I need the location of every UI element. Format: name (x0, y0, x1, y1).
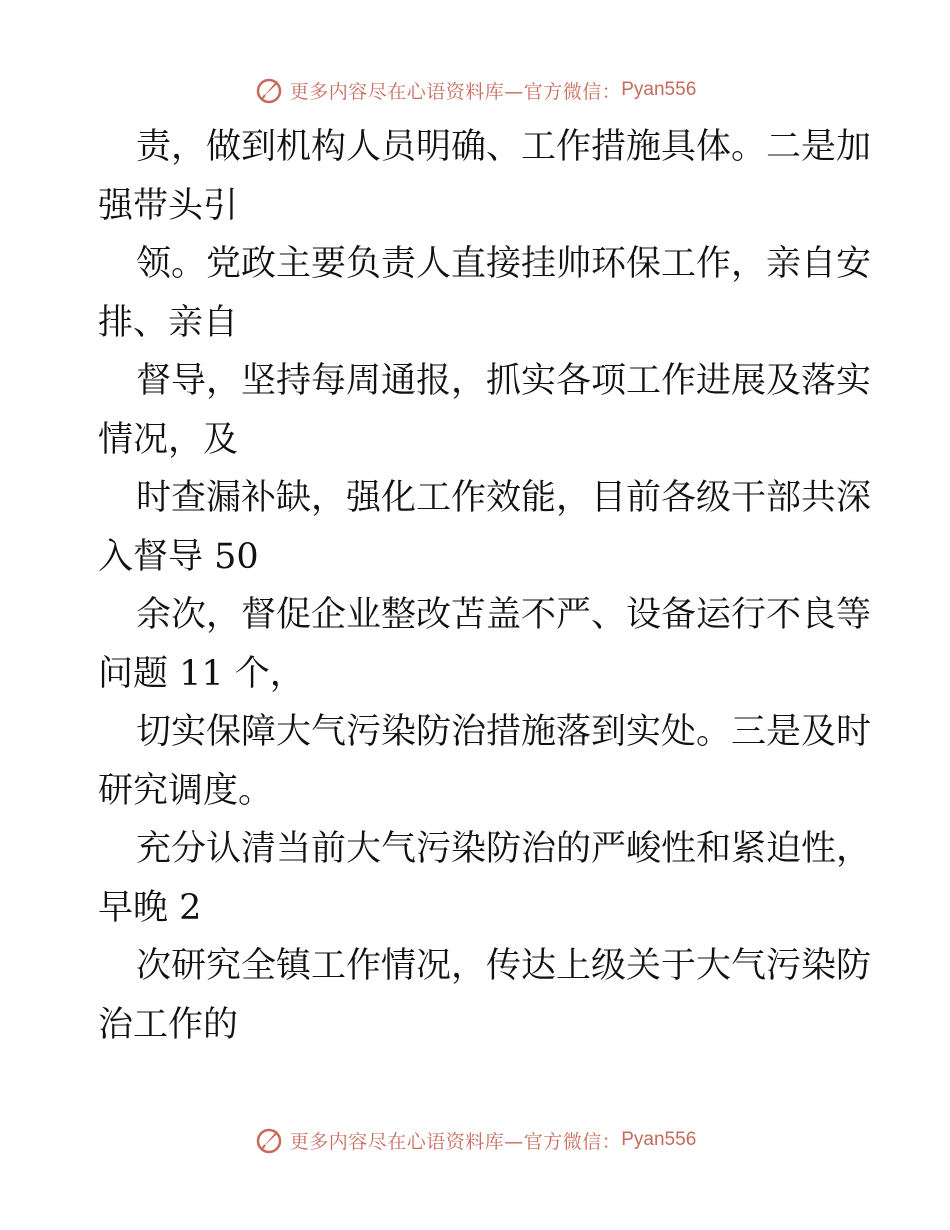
quill-pen-icon (254, 75, 284, 105)
header-watermark (0, 70, 950, 110)
text-line: 切实保障大气污染防治措施落到实处。三是及时 (136, 712, 872, 752)
text-line: 充分认清当前大气污染防治的严峻性和紧迫性， (136, 829, 872, 869)
text-line: 排、亲自 (98, 302, 239, 343)
text-line: 领。党政主要负责人直接挂帅环保工作，亲自安 (136, 244, 872, 284)
watermark-wechat-id: Pyan556 (621, 1129, 697, 1150)
text-line: 早晚 2 (98, 887, 202, 928)
quill-pen-icon (254, 1125, 284, 1155)
text-line: 责，做到机构人员明确、工作措施具体。二是加 (136, 127, 872, 167)
text-line: 强带头引 (98, 185, 239, 226)
watermark-text: 更多内容尽在心语资料库—官方微信： (289, 1130, 622, 1153)
text-line: 入督导 50 (98, 536, 259, 577)
watermark-text: 更多内容尽在心语资料库—官方微信： (289, 80, 622, 103)
text-line: 研究调度。 (98, 770, 274, 811)
text-line: 问题 11 个， (98, 653, 305, 694)
document-body (98, 118, 872, 1054)
footer-watermark (0, 1120, 950, 1160)
text-line: 情况，及 (98, 419, 239, 460)
watermark-wechat-id: Pyan556 (621, 79, 697, 100)
text-line: 余次，督促企业整改苫盖不严、设备运行不良等 (136, 595, 872, 635)
text-line: 时查漏补缺，强化工作效能，目前各级干部共深 (136, 478, 872, 518)
text-line: 督导，坚持每周通报，抓实各项工作进展及落实 (136, 361, 872, 401)
text-line: 治工作的 (98, 1004, 239, 1045)
text-line: 次研究全镇工作情况，传达上级关于大气污染防 (136, 946, 872, 986)
